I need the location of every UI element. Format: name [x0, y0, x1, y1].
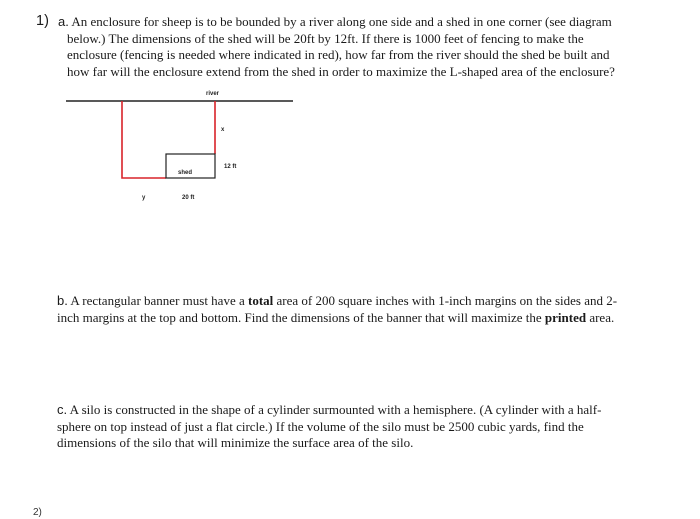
printed-emphasis: printed — [544, 309, 587, 325]
part-a-line-3: enclosure (fencing is needed where indicated in red), how far from the river should the shed be built and — [67, 47, 610, 62]
next-question-number: 2) — [33, 507, 42, 518]
part-c-line-3: dimensions of the silo that will minimize the surface area of the silo. — [57, 435, 414, 450]
part-b-line-1: b. A rectangular banner must have a total area of 200 square inches with 1-inch margins on the sides and 2- — [57, 293, 618, 308]
part-c-line-2: sphere on top instead of just a flat circle.) If the volume of the silo must be 2500 cubic yards, find the — [57, 418, 584, 434]
part-a-line-1: a. An enclosure for sheep is to be bounded by a river along one side and a shed in one corner (see diagram — [58, 14, 612, 29]
river-label: river — [206, 91, 220, 97]
y-label: y — [142, 195, 146, 201]
part-b-letter: b. — [57, 293, 68, 308]
part-c-line-1: c. A silo is constructed in the shape of a cylinder surmounted with a hemisphere. (A cylinder with a half- — [57, 402, 602, 417]
part-a-line-2: below.) The dimensions of the shed will be 20ft by 12ft. If there is 1000 feet of fencing to make the — [67, 30, 584, 46]
total-emphasis: total — [248, 293, 274, 308]
part-c-text — [57, 402, 601, 452]
part-c-letter: c. — [57, 402, 68, 417]
question-number: 1) — [36, 13, 49, 29]
part-b-text — [57, 293, 617, 326]
shed-width-label: 20 ft — [182, 195, 195, 201]
shed-label: shed — [178, 170, 193, 176]
part-a-line-4: how far will the enclosure extend from the shed in order to maximize the L-shaped area of the enclosure? — [67, 63, 615, 79]
x-label: x — [221, 127, 225, 133]
fence-outline — [122, 101, 166, 178]
part-a-letter: a. — [58, 14, 69, 29]
shed-height-label: 12 ft — [224, 164, 237, 170]
part-b-line-2: inch margins at the top and bottom. Find the dimensions of the banner that will maximize the printed area. — [57, 309, 615, 325]
